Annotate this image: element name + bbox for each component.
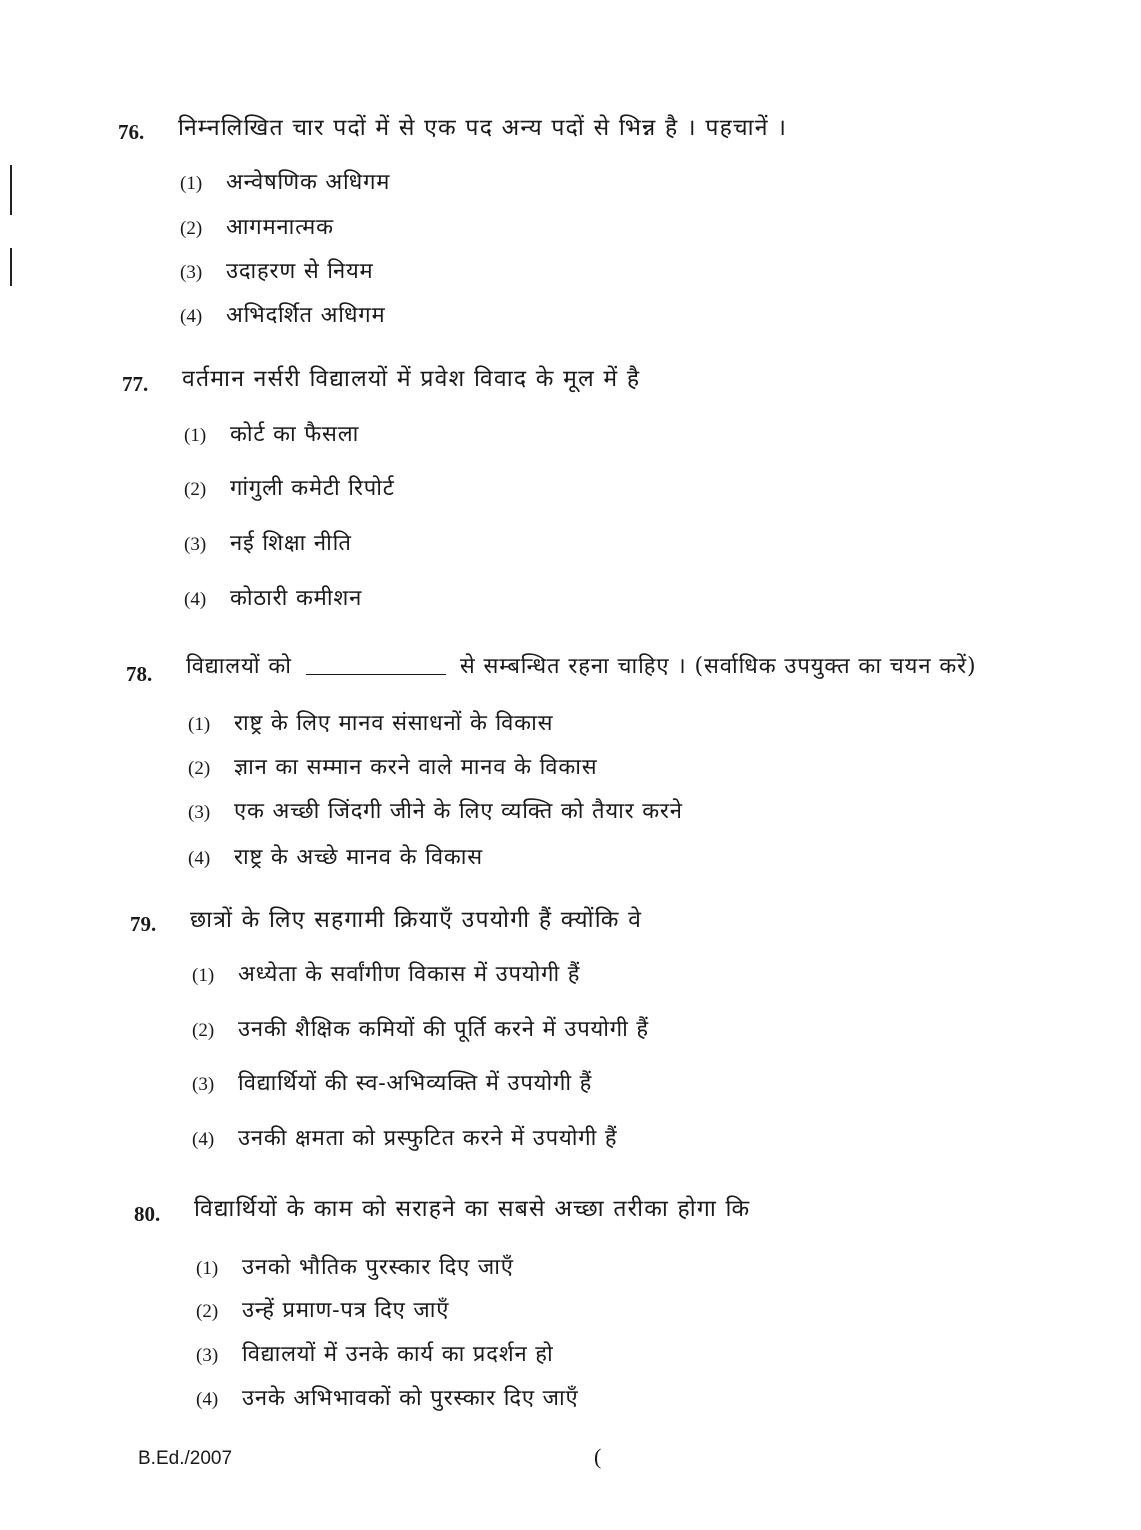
option-label: (2) — [180, 218, 203, 239]
option — [196, 1294, 449, 1324]
option-label: (3) — [192, 1074, 215, 1095]
option — [192, 1013, 649, 1043]
option-label: (1) — [180, 173, 203, 194]
option-text: कोर्ट का फैसला — [230, 422, 360, 447]
option-label: (4) — [184, 589, 207, 610]
option-label: (2) — [188, 758, 211, 779]
question-text: छात्रों के लिए सहगामी क्रियाएँ उपयोगी हैं क्योंकि वे — [190, 907, 643, 933]
option — [184, 418, 359, 448]
option-label: (4) — [196, 1389, 219, 1410]
option-text: उन्हें प्रमाण-पत्र दिए जाएँ — [242, 1298, 450, 1323]
question-number: 78. — [126, 662, 153, 686]
option — [180, 255, 374, 285]
question-text-before: विद्यालयों को — [186, 654, 292, 679]
option — [196, 1251, 514, 1281]
margin-scan-mark — [10, 248, 12, 286]
option-text: अध्येता के सर्वांगीण विकास में उपयोगी हैं — [238, 962, 581, 987]
option-text: अभिदर्शित अधिगम — [226, 303, 386, 328]
option — [184, 582, 362, 612]
option-text: उनकी शैक्षिक कमियों की पूर्ति करने में उपयोगी हैं — [238, 1017, 649, 1042]
option — [188, 707, 553, 737]
option-text: अन्वेषणिक अधिगम — [226, 170, 391, 195]
option-label: (1) — [184, 425, 207, 446]
option — [180, 211, 334, 241]
question-text: विद्यार्थियों के काम को सराहने का सबसे अच्छा तरीका होगा कि — [194, 1196, 751, 1222]
option-text: राष्ट्र के अच्छे मानव के विकास — [234, 845, 483, 870]
option — [184, 527, 352, 557]
option — [188, 841, 483, 871]
question-number: 76. — [118, 120, 145, 144]
question-text: वर्तमान नर्सरी विद्यालयों में प्रवेश विवाद के मूल में है — [182, 366, 641, 392]
option-label: (2) — [184, 479, 207, 500]
option-label: (1) — [188, 714, 211, 735]
option-label: (4) — [188, 848, 211, 869]
option-label: (4) — [192, 1129, 215, 1150]
option-text: राष्ट्र के लिए मानव संसाधनों के विकास — [234, 711, 554, 736]
footer-page-mark: ( — [594, 1444, 602, 1469]
option-text: उनकी क्षमता को प्रस्फुटित करने में उपयोगी हैं — [238, 1126, 618, 1151]
question-text: निम्नलिखित चार पदों में से एक पद अन्य पदों से भिन्न है । पहचानें । — [178, 115, 788, 141]
option-text: नई शिक्षा नीति — [230, 531, 352, 556]
option-label: (1) — [192, 965, 215, 986]
option-label: (3) — [188, 802, 211, 823]
question-text — [186, 650, 977, 680]
option — [184, 472, 395, 502]
option-label: (2) — [196, 1301, 219, 1322]
option — [196, 1382, 578, 1412]
option-label: (3) — [184, 534, 207, 555]
option-label: (1) — [196, 1258, 219, 1279]
option-text: उनके अभिभावकों को पुरस्कार दिए जाएँ — [242, 1386, 579, 1411]
margin-scan-mark — [10, 165, 12, 215]
question-text-after: से सम्बन्धित रहना चाहिए । (सर्वाधिक उपयुक्त का चयन करें) — [459, 654, 977, 679]
option-text: उनको भौतिक पुरस्कार दिए जाएँ — [242, 1255, 514, 1280]
option-label: (2) — [192, 1020, 215, 1041]
option-text: एक अच्छी जिंदगी जीने के लिए व्यक्ति को तैयार करने — [234, 799, 683, 824]
option-label: (4) — [180, 306, 203, 327]
option-label: (3) — [196, 1345, 219, 1366]
option — [192, 1067, 592, 1097]
option — [180, 166, 390, 196]
question-number: 80. — [134, 1202, 161, 1226]
answer-blank — [306, 674, 446, 675]
option-text: विद्यालयों में उनके कार्य का प्रदर्शन हो — [242, 1342, 554, 1367]
option — [180, 299, 385, 329]
option — [196, 1338, 553, 1368]
option-text: उदाहरण से नियम — [226, 259, 374, 284]
option-text: आगमनात्मक — [226, 215, 334, 240]
option-text: कोठारी कमीशन — [230, 586, 363, 611]
option-text: विद्यार्थियों की स्व-अभिव्यक्ति में उपयोगी हैं — [238, 1071, 593, 1096]
footer-exam-code: B.Ed./2007 — [138, 1448, 233, 1469]
question-number: 79. — [130, 912, 157, 936]
option-label: (3) — [180, 262, 203, 283]
option — [188, 795, 683, 825]
option-text: गांगुली कमेटी रिपोर्ट — [230, 476, 395, 501]
option — [192, 1122, 617, 1152]
question-number: 77. — [122, 372, 149, 396]
option — [188, 751, 597, 781]
option — [192, 958, 580, 988]
option-text: ज्ञान का सम्मान करने वाले मानव के विकास — [234, 755, 598, 780]
